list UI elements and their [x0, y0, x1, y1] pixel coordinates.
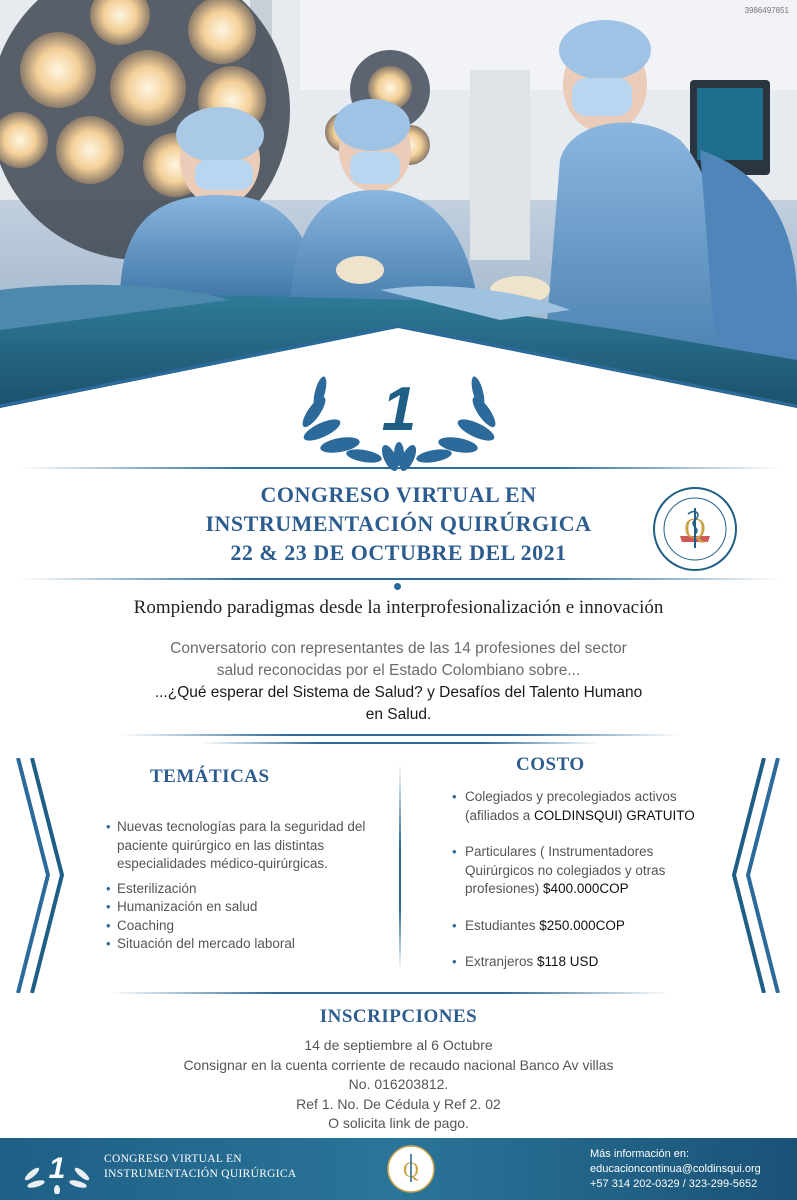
tematica-item: • Nuevas tecnologías para la seguridad del paciente quirúrgico en las distintas especialidades médico-quirúrgicas.: [104, 818, 379, 874]
inscripciones-payment-link: O solicita link de pago.: [328, 1115, 469, 1131]
intro-line-1: Conversatorio con representantes de las 14 profesiones del sector: [170, 640, 627, 657]
tagline: Rompiendo paradigmas desde la interprofesionalización e innovación: [133, 597, 664, 618]
inscripciones-heading: INSCRIPCIONES: [319, 1006, 478, 1027]
tematica-item: • Coaching: [104, 917, 379, 936]
costo-item: • Colegiados y precolegiados activos (afiliados a COLDINSQUI) GRATUITO: [450, 788, 720, 825]
right-chevron-decoration: [730, 758, 782, 993]
title-rule-bottom: [20, 578, 780, 580]
footer-info-label: Más información en:: [590, 1148, 690, 1160]
intro-text: [100, 638, 697, 726]
inscripciones-account: No. 016203812.: [348, 1076, 449, 1092]
tematicas-heading: TEMÁTICAS: [150, 766, 270, 787]
title-dot: [394, 583, 401, 590]
svg-text:Q: Q: [684, 512, 706, 545]
stock-image-id: 3986497851: [744, 6, 789, 15]
footer-title-line-1: CONGRESO VIRTUAL EN: [104, 1153, 242, 1165]
inscripciones-refs: Ref 1. No. De Cédula y Ref 2. 02: [296, 1095, 501, 1112]
footer-logo-number: 1: [48, 1152, 66, 1185]
inscripciones-bank: Consignar en la cuenta corriente de recaudo nacional Banco Av villas: [183, 1056, 614, 1073]
tematica-item: • Esterilización: [104, 880, 379, 899]
svg-text:Q: Q: [403, 1157, 419, 1182]
left-chevron-decoration: [14, 758, 66, 993]
costo-item: • Particulares ( Instrumentadores Quirúrgicos no colegiados y otras profesiones) $400.000COP: [450, 843, 720, 899]
footer-phones: +57 314 202-0329 / 323-299-5652: [590, 1178, 758, 1190]
title-line-1: CONGRESO VIRTUAL EN: [260, 482, 537, 507]
costo-price: $250.000COP: [539, 917, 625, 933]
inscripciones-text: [120, 1036, 677, 1134]
section-rule-2: [200, 742, 600, 744]
footer-bar: [0, 1138, 797, 1200]
footer-contact: [590, 1147, 761, 1192]
costo-price: $118 USD: [537, 954, 599, 969]
title-line-3: 22 & 23 DE OCTUBRE DEL 2021: [230, 540, 567, 565]
costo-price: COLDINSQUI) GRATUITO: [534, 807, 695, 823]
footer-title: [104, 1152, 296, 1182]
footer-seal: [386, 1144, 436, 1194]
footer-email-link[interactable]: educacioncontinua@coldinsqui.org: [590, 1163, 761, 1175]
tematica-item: • Humanización en salud: [104, 898, 379, 917]
congress-laurel-logo: [292, 350, 506, 475]
title-rule-top: [20, 467, 780, 469]
costo-item: • Extranjeros $118 USD: [450, 953, 720, 972]
inscripciones-dates: 14 de septiembre al 6 Octubre: [304, 1037, 493, 1053]
logo-number: 1: [381, 375, 417, 444]
costo-list: [450, 788, 720, 990]
title-line-2: INSTRUMENTACIÓN QUIRÚRGICA: [205, 511, 592, 536]
intro-line-3: ...¿Qué esperar del Sistema de Salud? y Desafíos del Talento Humano: [154, 684, 643, 701]
intro-line-4: en Salud.: [365, 706, 432, 723]
footer-title-line-2: INSTRUMENTACIÓN QUIRÚRGICA: [104, 1168, 297, 1180]
tematicas-list: [104, 818, 379, 954]
costo-item: • Estudiantes $250.000COP: [450, 917, 720, 936]
tematica-item: • Situación del mercado laboral: [104, 935, 379, 954]
section-rule-1: [120, 734, 680, 736]
column-divider: [399, 765, 401, 970]
footer-laurel-logo: [22, 1144, 92, 1194]
coldinsqui-seal: [652, 486, 738, 572]
section-rule-3: [110, 992, 670, 994]
costo-heading: COSTO: [516, 754, 585, 775]
costo-price: $400.000COP: [543, 881, 629, 896]
intro-line-2: salud reconocidas por el Estado Colombiano sobre...: [216, 662, 581, 679]
